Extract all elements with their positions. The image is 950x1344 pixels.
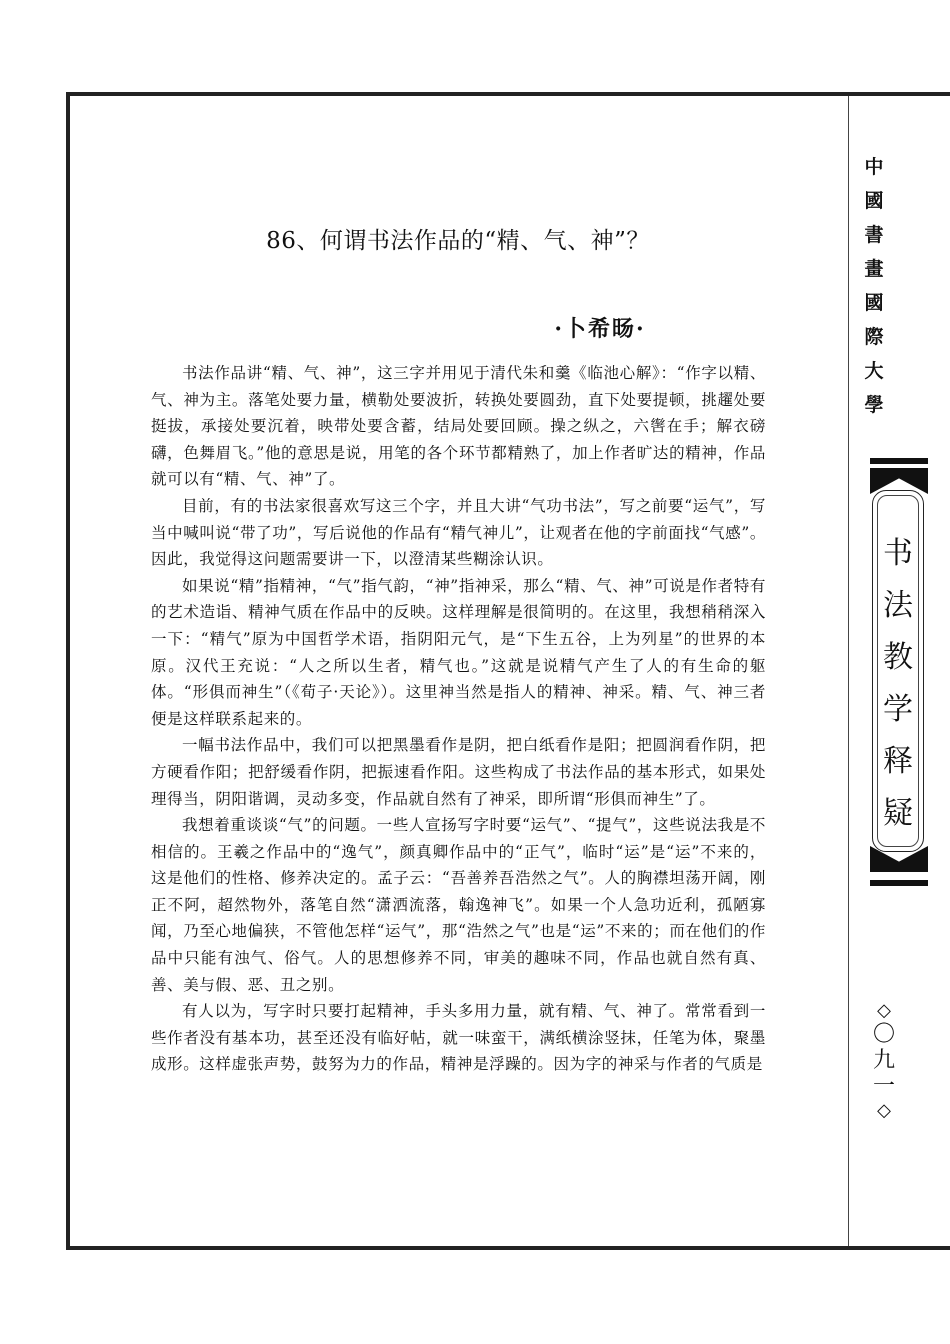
paragraph: 我想着重谈谈“气”的问题。一些人宣扬写字时要“运气”、“提气”，这些说法我是不相信的。王羲之作品中的“逸气”，颜真卿作品中的“正气”，临时“运”是“运”不来的，这是他们的性格、修养决定的。孟子云：“吾善养吾浩然之气”。人的胸襟坦荡开阔，刚正不阿，超然物外，落笔自然“潇洒流落，翰逸神飞”。如果一个人急功近利，孤陋寡闻，乃至心地偏狭，不管他怎样“运气”，那“浩然之气”也是“运”不来的；而在他们的作品中只能有浊气、俗气。人的思想修养不同，审美的趣味不同，作品也就自然有真、善、美与假、恶、丑之别。 [151, 816, 766, 994]
title-bar-top [870, 458, 928, 464]
article-author: ·卜希旸· [554, 316, 646, 342]
book-title-char: 疑 [883, 796, 913, 831]
series-char: 國 [864, 292, 884, 314]
title-bar-bottom [870, 880, 928, 886]
page-number-char: 九 [872, 1048, 895, 1073]
book-title [872, 528, 924, 840]
book-title-char: 学 [883, 692, 913, 727]
page-number-char: 一 [872, 1074, 895, 1099]
series-char: 學 [864, 394, 884, 416]
series-char: 際 [864, 326, 884, 348]
page-number-char: 〇 [872, 1022, 895, 1047]
book-title-char: 法 [883, 588, 913, 623]
paragraph: 如果说“精”指精神，“气”指气韵，“神”指神采，那么“精、气、神”可说是作者特有的艺术造诣、精神气质在作品中的反映。这样理解是很简明的。在这里，我想稍稍深入一下：“精气”原为中国哲学术语，指阴阳元气，是“下生五谷，上为列星”的世界的本原。汉代王充说：“人之所以生者，精气也。”这就是说精气产生了人的有生命的躯体。“形俱而神生”（《荀子·天论》）。这里神当然是指人的精神、神采。精、气、神三者便是这样联系起来的。 [151, 576, 766, 728]
series-name [858, 150, 890, 422]
series-char: 中 [864, 156, 884, 178]
diamond-icon: ◇ [877, 1100, 891, 1121]
series-char: 書 [864, 224, 884, 246]
paragraph: 一幅书法作品中，我们可以把黑墨看作是阴，把白纸看作是阳；把圆润看作阴，把方硬看作阳；把舒缓看作阴，把振速看作阳。这些构成了书法作品的基本形式，如果处理得当，阴阳谐调，灵动多变，作品就自然有了神采，即所谓“形俱而神生”了。 [151, 736, 766, 808]
paragraph: 书法作品讲“精、气、神”，这三字并用见于清代朱和羹《临池心解》：“作字以精、气、神为主。落笔处要力量，横勒处要波折，转换处要圆劲，直下处要提顿，挑趯处要挺拔，承接处要沉着，映带处要含蓄，结局处要回顾。操之纵之，六辔在手；解衣磅礴，色舞眉飞。”他的意思是说，用笔的各个环节都精熟了，加上作者旷达的精神，作品就可以有“精、气、神”了。 [151, 364, 766, 489]
page-number [862, 1000, 906, 1122]
article-title: 86、何谓书法作品的“精、气、神”？ [266, 228, 650, 254]
series-char: 畫 [864, 258, 884, 280]
series-char: 國 [864, 190, 884, 212]
paragraph: 目前，有的书法家很喜欢写这三个字，并且大讲“气功书法”，写之前要“运气”，写当中喊叫说“带了功”，写后说他的作品有“精气神儿”，让观者在他的字前面找“气感”。因此，我觉得这问题需要讲一下，以澄清某些糊涂认识。 [151, 496, 766, 569]
book-title-char: 书 [883, 536, 913, 571]
book-title-char: 教 [883, 640, 913, 675]
margin-divider [848, 96, 849, 1246]
book-title-char: 释 [883, 744, 913, 779]
article-body [151, 360, 766, 1078]
series-char: 大 [864, 360, 884, 382]
paragraph: 有人以为，写字时只要打起精神，手头多用力量，就有精、气、神了。常常看到一些作者没有基本功，甚至还没有临好帖，就一味蛮干，满纸横涂竖抹，任笔为体，聚墨成形。这样虚张声势，鼓努为力的作品，精神是浮躁的。因为字的神采与作者的气质是 [151, 1002, 766, 1074]
diamond-icon: ◇ [877, 1000, 891, 1021]
